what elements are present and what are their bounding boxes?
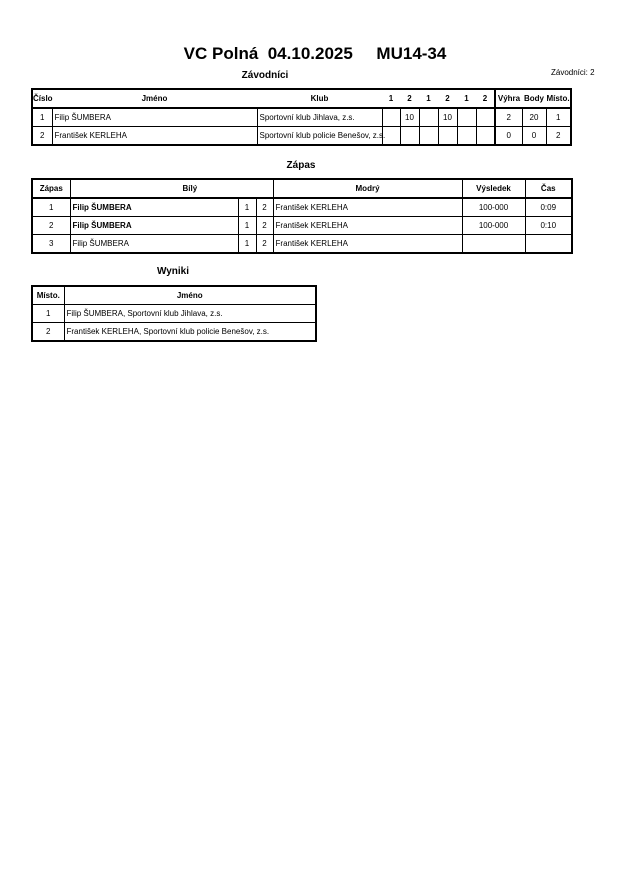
table-row <box>32 108 571 127</box>
blue-competitor: František KERLEHA <box>273 235 462 254</box>
score-cell <box>400 127 419 146</box>
table-row <box>32 305 316 323</box>
match-number: 1 <box>32 198 70 217</box>
results-section-title: Wyniki <box>156 266 190 277</box>
col-header: Místo. <box>546 89 571 108</box>
col-header: Klub <box>257 89 382 108</box>
col-header: 2 <box>476 89 495 108</box>
col-header: Místo. <box>32 286 64 305</box>
col-header: 2 <box>438 89 457 108</box>
col-header: 1 <box>419 89 438 108</box>
col-header: Zápas <box>32 179 70 198</box>
place-cell: 2 <box>546 127 571 146</box>
table-row <box>32 127 571 146</box>
result-place: 2 <box>32 323 64 342</box>
competitor-name: František KERLEHA <box>52 127 257 146</box>
match-number: 3 <box>32 235 70 254</box>
blue-number: 2 <box>256 217 273 235</box>
results-table <box>31 285 317 342</box>
matches-section-title: Zápas <box>286 160 316 171</box>
col-header: Modrý <box>273 179 462 198</box>
score-cell <box>419 127 438 146</box>
score-cell <box>476 127 495 146</box>
match-result: 100-000 <box>462 198 525 217</box>
score-cell <box>476 108 495 127</box>
page-title: VC Polná 04.10.2025 MU14-34 <box>183 44 447 63</box>
col-header: Body <box>522 89 546 108</box>
competitor-club: Sportovní klub policie Benešov, z.s. <box>257 127 382 146</box>
score-cell <box>382 108 400 127</box>
competitor-number: 1 <box>32 108 52 127</box>
place-cell: 1 <box>546 108 571 127</box>
table-row <box>32 323 316 342</box>
blue-number: 2 <box>256 235 273 254</box>
col-header: 1 <box>457 89 476 108</box>
white-number: 1 <box>238 235 256 254</box>
score-cell <box>438 127 457 146</box>
white-competitor: Filip ŠUMBERA <box>70 198 238 217</box>
match-time: 0:10 <box>525 217 572 235</box>
competitors-table <box>31 88 572 146</box>
score-cell: 10 <box>400 108 419 127</box>
white-number: 1 <box>238 198 256 217</box>
col-header: Výsledek <box>462 179 525 198</box>
points-cell: 0 <box>522 127 546 146</box>
match-number: 2 <box>32 217 70 235</box>
wins-cell: 0 <box>495 127 522 146</box>
col-header: Jméno <box>64 286 316 305</box>
matches-table <box>31 178 573 254</box>
competitor-count: Závodníci: 2 <box>551 68 595 77</box>
competitor-club: Sportovní klub Jihlava, z.s. <box>257 108 382 127</box>
results-header-row <box>32 286 316 305</box>
table-row <box>32 235 572 254</box>
competitor-name: Filip ŠUMBERA <box>52 108 257 127</box>
competitor-number: 2 <box>32 127 52 146</box>
col-header: Číslo <box>32 89 52 108</box>
score-cell <box>419 108 438 127</box>
blue-competitor: František KERLEHA <box>273 217 462 235</box>
wins-cell: 2 <box>495 108 522 127</box>
competitors-header-row <box>32 89 571 108</box>
col-header: Čas <box>525 179 572 198</box>
col-header: 2 <box>400 89 419 108</box>
result-name: Filip ŠUMBERA, Sportovní klub Jihlava, z.s. <box>64 305 316 323</box>
result-place: 1 <box>32 305 64 323</box>
blue-number: 2 <box>256 198 273 217</box>
score-cell <box>457 108 476 127</box>
table-row <box>32 217 572 235</box>
col-header: 1 <box>382 89 400 108</box>
white-competitor: Filip ŠUMBERA <box>70 235 238 254</box>
table-row <box>32 198 572 217</box>
blue-competitor: František KERLEHA <box>273 198 462 217</box>
col-header: Jméno <box>52 89 257 108</box>
competitors-section-title: Závodníci <box>241 70 289 81</box>
match-result: 100-000 <box>462 217 525 235</box>
col-header: Výhra <box>495 89 522 108</box>
col-header: Bílý <box>70 179 273 198</box>
matches-header-row <box>32 179 572 198</box>
match-result <box>462 235 525 254</box>
white-competitor: Filip ŠUMBERA <box>70 217 238 235</box>
score-cell: 10 <box>438 108 457 127</box>
white-number: 1 <box>238 217 256 235</box>
match-time <box>525 235 572 254</box>
score-cell <box>457 127 476 146</box>
points-cell: 20 <box>522 108 546 127</box>
match-time: 0:09 <box>525 198 572 217</box>
result-name: František KERLEHA, Sportovní klub policie Benešov, z.s. <box>64 323 316 342</box>
